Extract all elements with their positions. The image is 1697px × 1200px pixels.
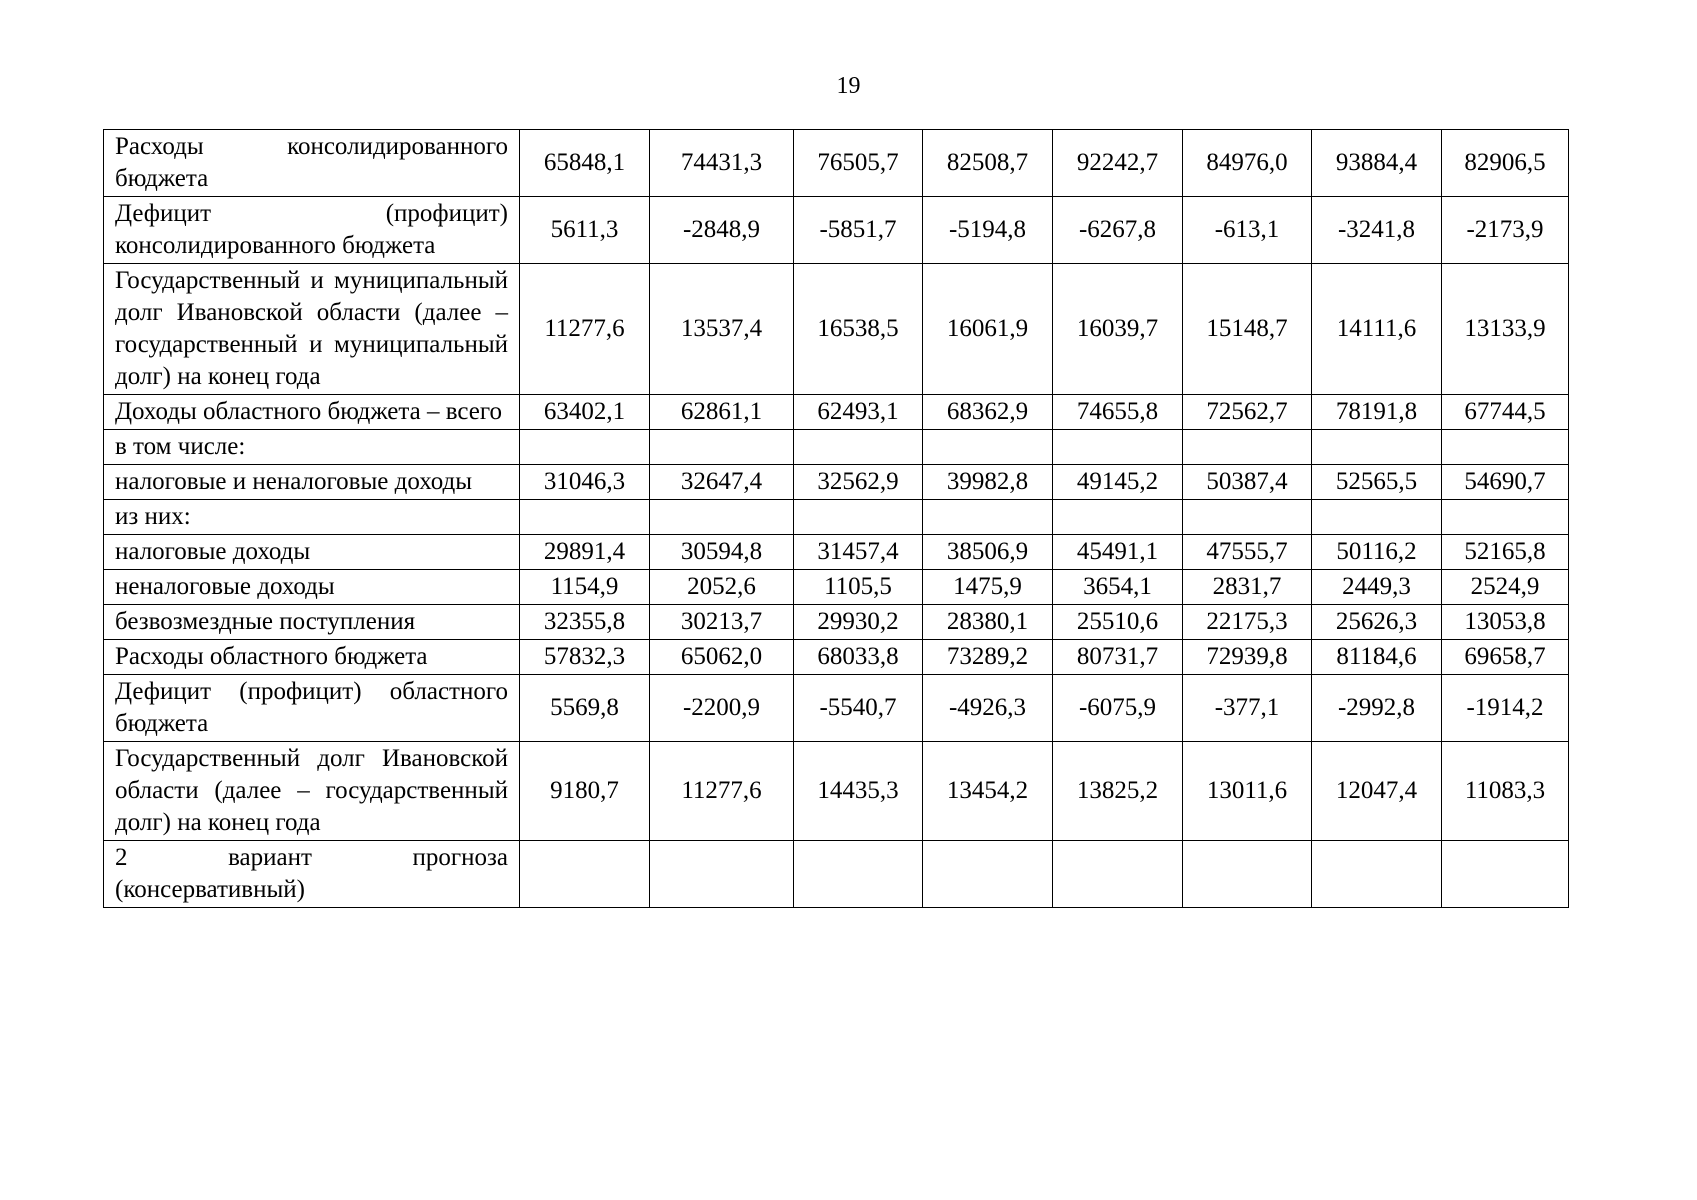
- value-cell: 52565,5: [1312, 465, 1442, 500]
- budget-table: [103, 129, 1569, 908]
- value-cell: 81184,6: [1312, 640, 1442, 675]
- row-label: налоговые доходы: [104, 535, 520, 570]
- value-cell: 29930,2: [794, 605, 923, 640]
- value-cell: 32647,4: [650, 465, 794, 500]
- value-cell: 2831,7: [1183, 570, 1312, 605]
- table-row: [104, 264, 1569, 395]
- value-cell: 31046,3: [520, 465, 650, 500]
- value-cell: 93884,4: [1312, 130, 1442, 197]
- value-cell: [1312, 500, 1442, 535]
- row-label: 2 вариант прогноза (консервативный): [104, 841, 520, 908]
- value-cell: 92242,7: [1053, 130, 1183, 197]
- row-label: налоговые и неналоговые доходы: [104, 465, 520, 500]
- row-label: безвозмездные поступления: [104, 605, 520, 640]
- value-cell: 84976,0: [1183, 130, 1312, 197]
- value-cell: -613,1: [1183, 197, 1312, 264]
- value-cell: 74655,8: [1053, 395, 1183, 430]
- value-cell: 32562,9: [794, 465, 923, 500]
- value-cell: 22175,3: [1183, 605, 1312, 640]
- value-cell: -2992,8: [1312, 675, 1442, 742]
- value-cell: [794, 500, 923, 535]
- value-cell: 2052,6: [650, 570, 794, 605]
- value-cell: 5611,3: [520, 197, 650, 264]
- table-row: [104, 465, 1569, 500]
- value-cell: 32355,8: [520, 605, 650, 640]
- value-cell: [923, 500, 1053, 535]
- value-cell: -3241,8: [1312, 197, 1442, 264]
- value-cell: 67744,5: [1442, 395, 1569, 430]
- value-cell: [1312, 841, 1442, 908]
- value-cell: -6075,9: [1053, 675, 1183, 742]
- value-cell: [923, 841, 1053, 908]
- value-cell: 69658,7: [1442, 640, 1569, 675]
- table-row: [104, 570, 1569, 605]
- row-label: Доходы областного бюджета – всего: [104, 395, 520, 430]
- value-cell: 68033,8: [794, 640, 923, 675]
- value-cell: -2848,9: [650, 197, 794, 264]
- value-cell: 57832,3: [520, 640, 650, 675]
- value-cell: -6267,8: [1053, 197, 1183, 264]
- value-cell: 39982,8: [923, 465, 1053, 500]
- value-cell: [1053, 430, 1183, 465]
- value-cell: 62861,1: [650, 395, 794, 430]
- value-cell: 16039,7: [1053, 264, 1183, 395]
- table-row: [104, 640, 1569, 675]
- row-label: из них:: [104, 500, 520, 535]
- value-cell: 76505,7: [794, 130, 923, 197]
- value-cell: 12047,4: [1312, 742, 1442, 841]
- value-cell: 82508,7: [923, 130, 1053, 197]
- value-cell: -377,1: [1183, 675, 1312, 742]
- value-cell: 13537,4: [650, 264, 794, 395]
- value-cell: 13011,6: [1183, 742, 1312, 841]
- value-cell: 72562,7: [1183, 395, 1312, 430]
- value-cell: 11277,6: [520, 264, 650, 395]
- value-cell: 2449,3: [1312, 570, 1442, 605]
- value-cell: 25510,6: [1053, 605, 1183, 640]
- value-cell: 68362,9: [923, 395, 1053, 430]
- row-label: Дефицит (профицит) областного бюджета: [104, 675, 520, 742]
- value-cell: [650, 841, 794, 908]
- row-label: Государственный долг Ивановской области (далее – государственный долг) на конец года: [104, 742, 520, 841]
- row-label: Государственный и муниципальный долг Ивановской области (далее – государственный и муниципальный долг) на конец года: [104, 264, 520, 395]
- value-cell: 80731,7: [1053, 640, 1183, 675]
- value-cell: -2173,9: [1442, 197, 1569, 264]
- value-cell: 38506,9: [923, 535, 1053, 570]
- value-cell: 3654,1: [1053, 570, 1183, 605]
- value-cell: 1105,5: [794, 570, 923, 605]
- value-cell: [1442, 500, 1569, 535]
- value-cell: 11277,6: [650, 742, 794, 841]
- row-label: Дефицит (профицит) консолидированного бюджета: [104, 197, 520, 264]
- value-cell: [1183, 430, 1312, 465]
- table-row: [104, 675, 1569, 742]
- value-cell: 13053,8: [1442, 605, 1569, 640]
- value-cell: 49145,2: [1053, 465, 1183, 500]
- value-cell: 52165,8: [1442, 535, 1569, 570]
- value-cell: -4926,3: [923, 675, 1053, 742]
- value-cell: 65062,0: [650, 640, 794, 675]
- row-label: в том числе:: [104, 430, 520, 465]
- value-cell: -5540,7: [794, 675, 923, 742]
- value-cell: 13454,2: [923, 742, 1053, 841]
- table-row: [104, 197, 1569, 264]
- value-cell: [1442, 430, 1569, 465]
- value-cell: [1183, 500, 1312, 535]
- value-cell: [794, 430, 923, 465]
- table-row: [104, 395, 1569, 430]
- value-cell: 5569,8: [520, 675, 650, 742]
- value-cell: [923, 430, 1053, 465]
- value-cell: 14435,3: [794, 742, 923, 841]
- value-cell: [650, 500, 794, 535]
- value-cell: [1442, 841, 1569, 908]
- value-cell: 14111,6: [1312, 264, 1442, 395]
- value-cell: 65848,1: [520, 130, 650, 197]
- value-cell: 16061,9: [923, 264, 1053, 395]
- value-cell: 30213,7: [650, 605, 794, 640]
- value-cell: 16538,5: [794, 264, 923, 395]
- value-cell: [794, 841, 923, 908]
- value-cell: [1053, 841, 1183, 908]
- value-cell: 50387,4: [1183, 465, 1312, 500]
- value-cell: 1475,9: [923, 570, 1053, 605]
- value-cell: 72939,8: [1183, 640, 1312, 675]
- value-cell: -5851,7: [794, 197, 923, 264]
- value-cell: 78191,8: [1312, 395, 1442, 430]
- value-cell: -5194,8: [923, 197, 1053, 264]
- value-cell: 13133,9: [1442, 264, 1569, 395]
- budget-table-body: [104, 130, 1569, 908]
- value-cell: 50116,2: [1312, 535, 1442, 570]
- table-row: [104, 742, 1569, 841]
- value-cell: 1154,9: [520, 570, 650, 605]
- value-cell: [520, 841, 650, 908]
- table-row: [104, 535, 1569, 570]
- value-cell: 25626,3: [1312, 605, 1442, 640]
- value-cell: 28380,1: [923, 605, 1053, 640]
- row-label: Расходы консолидированного бюджета: [104, 130, 520, 197]
- table-row: [104, 500, 1569, 535]
- value-cell: 73289,2: [923, 640, 1053, 675]
- value-cell: -1914,2: [1442, 675, 1569, 742]
- value-cell: 9180,7: [520, 742, 650, 841]
- page-number: 19: [836, 73, 861, 99]
- table-row: [104, 841, 1569, 908]
- value-cell: [1053, 500, 1183, 535]
- value-cell: 31457,4: [794, 535, 923, 570]
- value-cell: 29891,4: [520, 535, 650, 570]
- value-cell: 13825,2: [1053, 742, 1183, 841]
- value-cell: 15148,7: [1183, 264, 1312, 395]
- value-cell: 11083,3: [1442, 742, 1569, 841]
- value-cell: [650, 430, 794, 465]
- value-cell: 63402,1: [520, 395, 650, 430]
- value-cell: 54690,7: [1442, 465, 1569, 500]
- value-cell: 2524,9: [1442, 570, 1569, 605]
- value-cell: 45491,1: [1053, 535, 1183, 570]
- value-cell: 62493,1: [794, 395, 923, 430]
- table-row: [104, 430, 1569, 465]
- table-row: [104, 605, 1569, 640]
- value-cell: 82906,5: [1442, 130, 1569, 197]
- value-cell: 74431,3: [650, 130, 794, 197]
- value-cell: 47555,7: [1183, 535, 1312, 570]
- value-cell: [520, 430, 650, 465]
- row-label: Расходы областного бюджета: [104, 640, 520, 675]
- value-cell: [1312, 430, 1442, 465]
- value-cell: -2200,9: [650, 675, 794, 742]
- row-label: неналоговые доходы: [104, 570, 520, 605]
- value-cell: [520, 500, 650, 535]
- value-cell: 30594,8: [650, 535, 794, 570]
- table-row: [104, 130, 1569, 197]
- value-cell: [1183, 841, 1312, 908]
